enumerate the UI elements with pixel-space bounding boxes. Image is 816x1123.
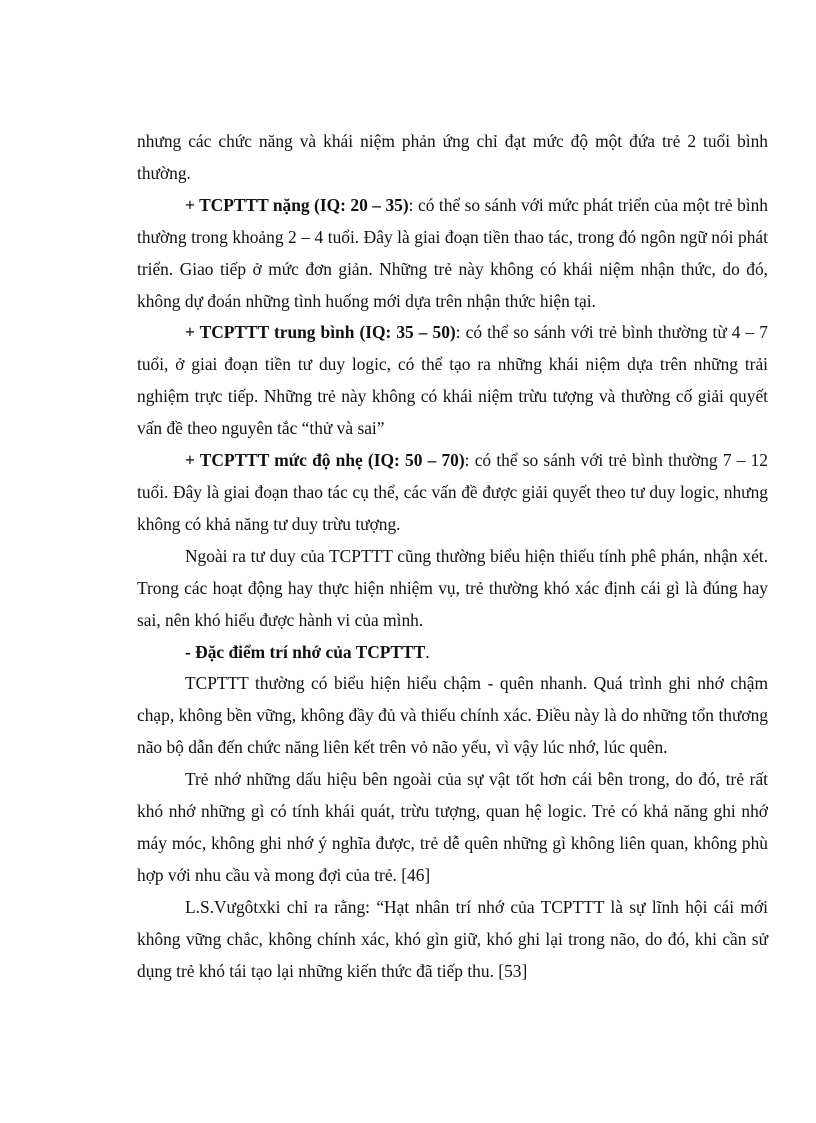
- paragraph-continuation: [137, 126, 768, 190]
- paragraph-text: Trẻ nhớ những dấu hiệu bên ngoài của sự vật tốt hơn cái bên trong, do đó, trẻ rất khó nhớ những gì có tính khái quát, trừu tượng, quan hệ logic. Trẻ có khả năng ghi nhớ máy móc, không ghi nhớ ý nghĩa được, trẻ dễ quên những gì không liên quan, không phù hợp với nhu cầu và mong đợi của trẻ. [46]: [137, 769, 768, 885]
- paragraph-text: : có thể so sánh với trẻ bình thường 7 – 12 tuổi. Đây là giai đoạn thao tác cụ thể, các vấn đề được giải quyết theo tư duy logic, nhưng không có khả năng tư duy trừu tượng.: [137, 450, 768, 534]
- bold-heading-moderate: + TCPTTT trung bình (IQ: 35 – 50): [185, 322, 456, 343]
- paragraph-text: : có thể so sánh với mức phát triển của một trẻ bình thường trong khoảng 2 – 4 tuổi. Đây là giai đoạn tiền thao tác, trong đó ngôn ngữ nói phát triển. Giao tiếp ở mức đơn giản. Những trẻ này không có khái niệm nhận thức, do đó, không dự đoán những tình huống mới dựa trên nhận thức hiện tại.: [137, 194, 769, 311]
- paragraph-memory-slow: [137, 668, 768, 764]
- paragraph-vygotsky-quote: [137, 892, 768, 988]
- bold-heading-severe: + TCPTTT nặng (IQ: 20 – 35): [185, 194, 409, 215]
- section-heading-memory: [137, 637, 768, 669]
- paragraph-text: TCPTTT thường có biểu hiện hiểu chậm - quên nhanh. Quá trình ghi nhớ chậm chạp, không bền vững, không đầy đủ và thiếu chính xác. Điều này là do những tổn thương não bộ dẫn đến chức năng liên kết trên vỏ não yếu, vì vậy lúc nhớ, lúc quên.: [137, 673, 768, 758]
- bold-heading-memory: - Đặc điểm trí nhớ của TCPTTT: [185, 641, 426, 662]
- paragraph-text: nhưng các chức năng và khái niệm phản ứng chỉ đạt mức độ một đứa trẻ 2 tuổi bình thường.: [137, 131, 768, 183]
- paragraph-moderate-level: [137, 317, 768, 445]
- paragraph-severe-level: [137, 190, 768, 318]
- document-page: [137, 126, 768, 987]
- paragraph-text: L.S.Vưgôtxki chỉ ra rằng: “Hạt nhân trí nhớ của TCPTTT là sự lĩnh hội cái mới không vững chắc, không chính xác, khó gìn giữ, khó ghi lại trong não, do đó, khi cần sử dụng trẻ khó tái tạo lại những kiến thức đã tiếp thu. [53]: [137, 896, 768, 981]
- paragraph-text: .: [425, 641, 430, 662]
- paragraph-memory-external: [137, 764, 768, 892]
- bold-heading-mild: + TCPTTT mức độ nhẹ (IQ: 50 – 70): [185, 450, 465, 471]
- paragraph-text: Ngoài ra tư duy của TCPTTT cũng thường biểu hiện thiếu tính phê phán, nhận xét. Trong các hoạt động hay thực hiện nhiệm vụ, trẻ thường khó xác định cái gì là đúng hay sai, nên khó hiểu được hành vi của mình.: [137, 545, 768, 630]
- paragraph-critical-thinking: [137, 541, 768, 637]
- paragraph-text: : có thể so sánh với trẻ bình thường từ 4 – 7 tuổi, ở giai đoạn tiền tư duy logic, có thể tạo ra những khái niệm dựa trên những trải nghiệm trực tiếp. Những trẻ này không có khái niệm trừu tượng và thường cố giải quyết vấn đề theo nguyên tắc “thử và sai”: [137, 322, 768, 439]
- paragraph-mild-level: [137, 445, 768, 541]
